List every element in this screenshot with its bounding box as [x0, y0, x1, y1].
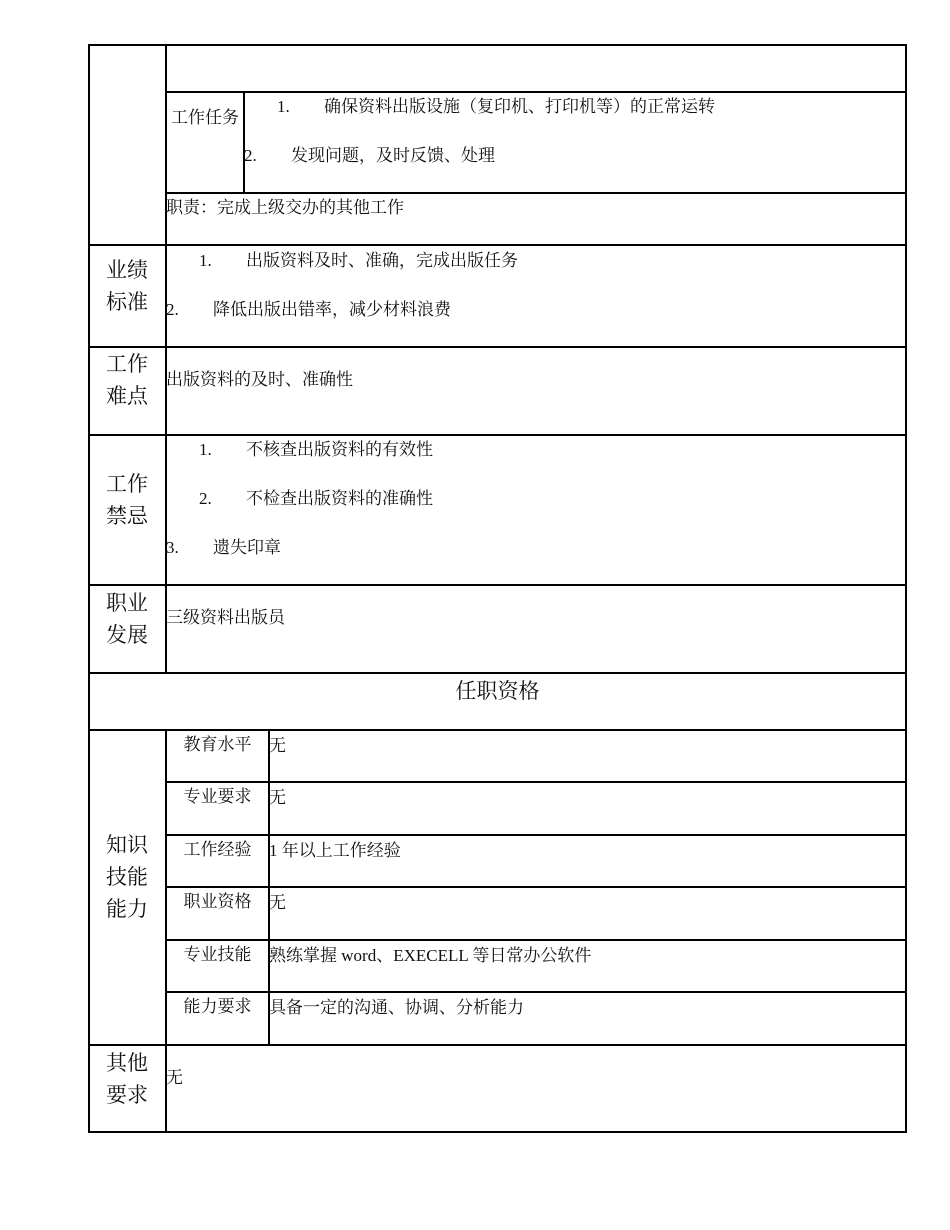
skills-value: 具备一定的沟通、协调、分析能力 — [269, 998, 524, 1017]
skills-label-line: 能力 — [106, 897, 148, 921]
difficulty-text: 出版资料的及时、准确性 — [166, 370, 353, 389]
skills-value: 无 — [269, 788, 286, 807]
performance-item-text: 出版资料及时、准确，完成出版任务 — [246, 251, 518, 270]
divider-performance — [88, 244, 907, 246]
skills-value: 无 — [269, 893, 286, 912]
responsibility-text: 职责：完成上级交办的其他工作 — [166, 198, 404, 217]
performance-item-number: 1. — [199, 251, 212, 270]
taboo-item — [199, 439, 433, 461]
performance-item-text: 降低出版出错率，减少材料浪费 — [213, 300, 451, 319]
task-item-number: 2. — [244, 146, 257, 165]
qualification-title: 任职资格 — [455, 679, 540, 703]
skills-key: 职业资格 — [183, 892, 252, 911]
performance-label-line: 标准 — [106, 290, 148, 314]
skills-key: 教育水平 — [183, 735, 252, 754]
taboo-item-number: 3. — [166, 538, 179, 557]
skills-key: 专业技能 — [183, 945, 252, 964]
job-description-table — [88, 44, 907, 1133]
career-label-line: 职业 — [106, 591, 148, 615]
duties-mid-divider — [165, 192, 907, 194]
divider-qualification — [88, 672, 907, 674]
taboo-item-text: 不核查出版资料的有效性 — [246, 440, 433, 459]
taboo-item — [166, 537, 281, 559]
difficulty-label-line: 工作 — [106, 352, 148, 376]
task-item-text: 确保资料出版设施（复印机、打印机等）的正常运转 — [324, 97, 715, 116]
other-label-line: 要求 — [106, 1083, 148, 1107]
duties-top-divider — [165, 91, 907, 93]
task-item — [244, 145, 495, 167]
skills-label-line: 技能 — [106, 865, 148, 889]
career-text: 三级资料出版员 — [166, 608, 285, 627]
skills-value: 1 年以上工作经验 — [269, 841, 401, 860]
table-border-right — [905, 44, 907, 1133]
performance-item — [166, 299, 451, 321]
other-text: 无 — [166, 1068, 183, 1087]
performance-item-number: 2. — [166, 300, 179, 319]
divider-taboo — [88, 434, 907, 436]
career-label-line: 发展 — [106, 623, 148, 647]
task-item-text: 发现问题，及时反馈、处理 — [291, 146, 495, 165]
skills-row-divider — [165, 834, 907, 836]
taboo-item-number: 1. — [199, 440, 212, 459]
difficulty-label-line: 难点 — [106, 384, 148, 408]
other-label-line: 其他 — [106, 1051, 148, 1075]
taboo-item-number: 2. — [199, 489, 212, 508]
skills-row-divider — [165, 991, 907, 993]
divider-skills — [88, 729, 907, 731]
task-item-number: 1. — [277, 97, 290, 116]
taboo-item — [199, 488, 433, 510]
taboo-label-line: 工作 — [106, 472, 148, 496]
skills-key: 专业要求 — [183, 787, 252, 806]
taboo-item-text: 遗失印章 — [213, 538, 281, 557]
task-item — [277, 96, 715, 118]
skills-key: 工作经验 — [183, 840, 252, 859]
task-label: 工作任务 — [171, 108, 239, 127]
divider-difficulty — [88, 346, 907, 348]
performance-label-line: 业绩 — [106, 258, 148, 282]
taboo-label-line: 禁忌 — [106, 504, 148, 528]
task-label-divider — [243, 91, 245, 194]
skills-row-divider — [165, 939, 907, 941]
divider-other — [88, 1044, 907, 1046]
table-border-bottom — [88, 1131, 907, 1133]
skills-value: 熟练掌握 word、EXECELL 等日常办公软件 — [269, 946, 592, 965]
skills-row-divider — [165, 886, 907, 888]
skills-row-divider — [165, 781, 907, 783]
skills-key: 能力要求 — [183, 997, 252, 1016]
divider-career — [88, 584, 907, 586]
taboo-item-text: 不检查出版资料的准确性 — [246, 489, 433, 508]
performance-item — [199, 250, 518, 272]
table-border-top — [88, 44, 907, 46]
skills-value: 无 — [269, 736, 286, 755]
skills-label-line: 知识 — [106, 833, 148, 857]
